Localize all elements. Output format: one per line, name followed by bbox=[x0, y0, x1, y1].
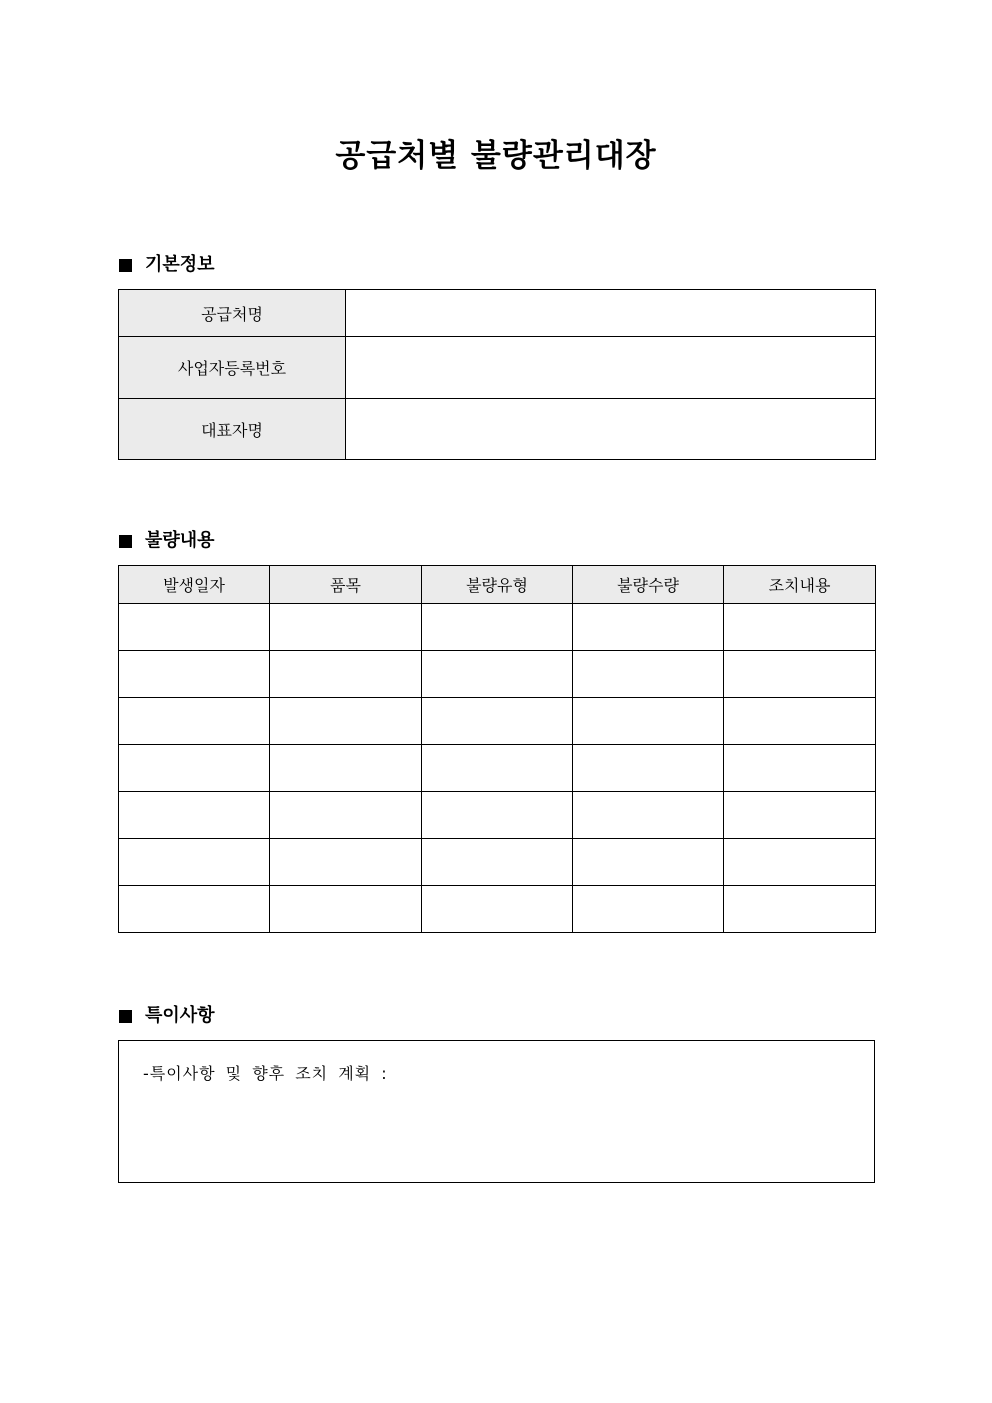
table-cell[interactable] bbox=[119, 651, 270, 698]
table-cell[interactable] bbox=[724, 792, 876, 839]
table-cell[interactable] bbox=[422, 745, 573, 792]
table-cell[interactable] bbox=[119, 839, 270, 886]
basic-info-row-supplier bbox=[119, 290, 876, 337]
table-cell[interactable] bbox=[422, 651, 573, 698]
label-representative-name: 대표자명 bbox=[119, 399, 346, 460]
table-cell[interactable] bbox=[422, 604, 573, 651]
value-representative-name[interactable] bbox=[346, 399, 876, 460]
column-header-action: 조치내용 bbox=[724, 566, 876, 604]
value-supplier-name[interactable] bbox=[346, 290, 876, 337]
table-cell[interactable] bbox=[270, 745, 422, 792]
column-header-date: 발생일자 bbox=[119, 566, 270, 604]
table-cell[interactable] bbox=[724, 886, 876, 933]
table-cell[interactable] bbox=[573, 839, 724, 886]
square-bullet-icon bbox=[119, 535, 132, 548]
table-cell[interactable] bbox=[573, 604, 724, 651]
table-row bbox=[119, 604, 876, 651]
section-heading-label: 특이사항 bbox=[145, 1005, 215, 1026]
table-cell[interactable] bbox=[422, 698, 573, 745]
label-business-number: 사업자등록번호 bbox=[119, 337, 346, 399]
table-cell[interactable] bbox=[573, 792, 724, 839]
table-cell[interactable] bbox=[119, 886, 270, 933]
page-title: 공급처별 불량관리대장 bbox=[335, 138, 657, 174]
table-cell[interactable] bbox=[573, 698, 724, 745]
notes-text: -특이사항 및 향후 조치 계획 : bbox=[143, 1064, 388, 1083]
table-row bbox=[119, 839, 876, 886]
defects-header-row bbox=[119, 566, 876, 604]
table-cell[interactable] bbox=[724, 698, 876, 745]
table-row bbox=[119, 886, 876, 933]
table-row bbox=[119, 698, 876, 745]
column-header-defect-type: 불량유형 bbox=[422, 566, 573, 604]
table-cell[interactable] bbox=[724, 745, 876, 792]
value-business-number[interactable] bbox=[346, 337, 876, 399]
notes-box[interactable] bbox=[118, 1040, 875, 1183]
table-cell[interactable] bbox=[119, 698, 270, 745]
table-cell[interactable] bbox=[119, 745, 270, 792]
table-row bbox=[119, 745, 876, 792]
table-cell[interactable] bbox=[724, 839, 876, 886]
square-bullet-icon bbox=[119, 259, 132, 272]
section-heading-notes bbox=[119, 1004, 215, 1028]
column-header-item: 품목 bbox=[270, 566, 422, 604]
column-header-defect-quantity: 불량수량 bbox=[573, 566, 724, 604]
basic-info-row-business-number bbox=[119, 337, 876, 399]
table-cell[interactable] bbox=[270, 651, 422, 698]
table-cell[interactable] bbox=[422, 839, 573, 886]
table-cell[interactable] bbox=[422, 886, 573, 933]
table-cell[interactable] bbox=[119, 792, 270, 839]
basic-info-row-representative bbox=[119, 399, 876, 460]
table-row bbox=[119, 651, 876, 698]
label-supplier-name: 공급처명 bbox=[119, 290, 346, 337]
square-bullet-icon bbox=[119, 1010, 132, 1023]
table-cell[interactable] bbox=[573, 886, 724, 933]
table-cell[interactable] bbox=[573, 745, 724, 792]
basic-info-table bbox=[118, 289, 876, 460]
defects-table bbox=[118, 565, 876, 933]
table-cell[interactable] bbox=[573, 651, 724, 698]
table-cell[interactable] bbox=[422, 792, 573, 839]
section-heading-label: 불량내용 bbox=[145, 530, 215, 551]
table-cell[interactable] bbox=[270, 792, 422, 839]
table-cell[interactable] bbox=[724, 651, 876, 698]
section-heading-defects bbox=[119, 529, 215, 553]
section-heading-label: 기본정보 bbox=[145, 254, 215, 275]
table-cell[interactable] bbox=[724, 604, 876, 651]
table-cell[interactable] bbox=[270, 886, 422, 933]
section-heading-basic-info bbox=[119, 253, 215, 277]
table-cell[interactable] bbox=[270, 604, 422, 651]
table-cell[interactable] bbox=[270, 698, 422, 745]
table-cell[interactable] bbox=[119, 604, 270, 651]
table-row bbox=[119, 792, 876, 839]
table-cell[interactable] bbox=[270, 839, 422, 886]
